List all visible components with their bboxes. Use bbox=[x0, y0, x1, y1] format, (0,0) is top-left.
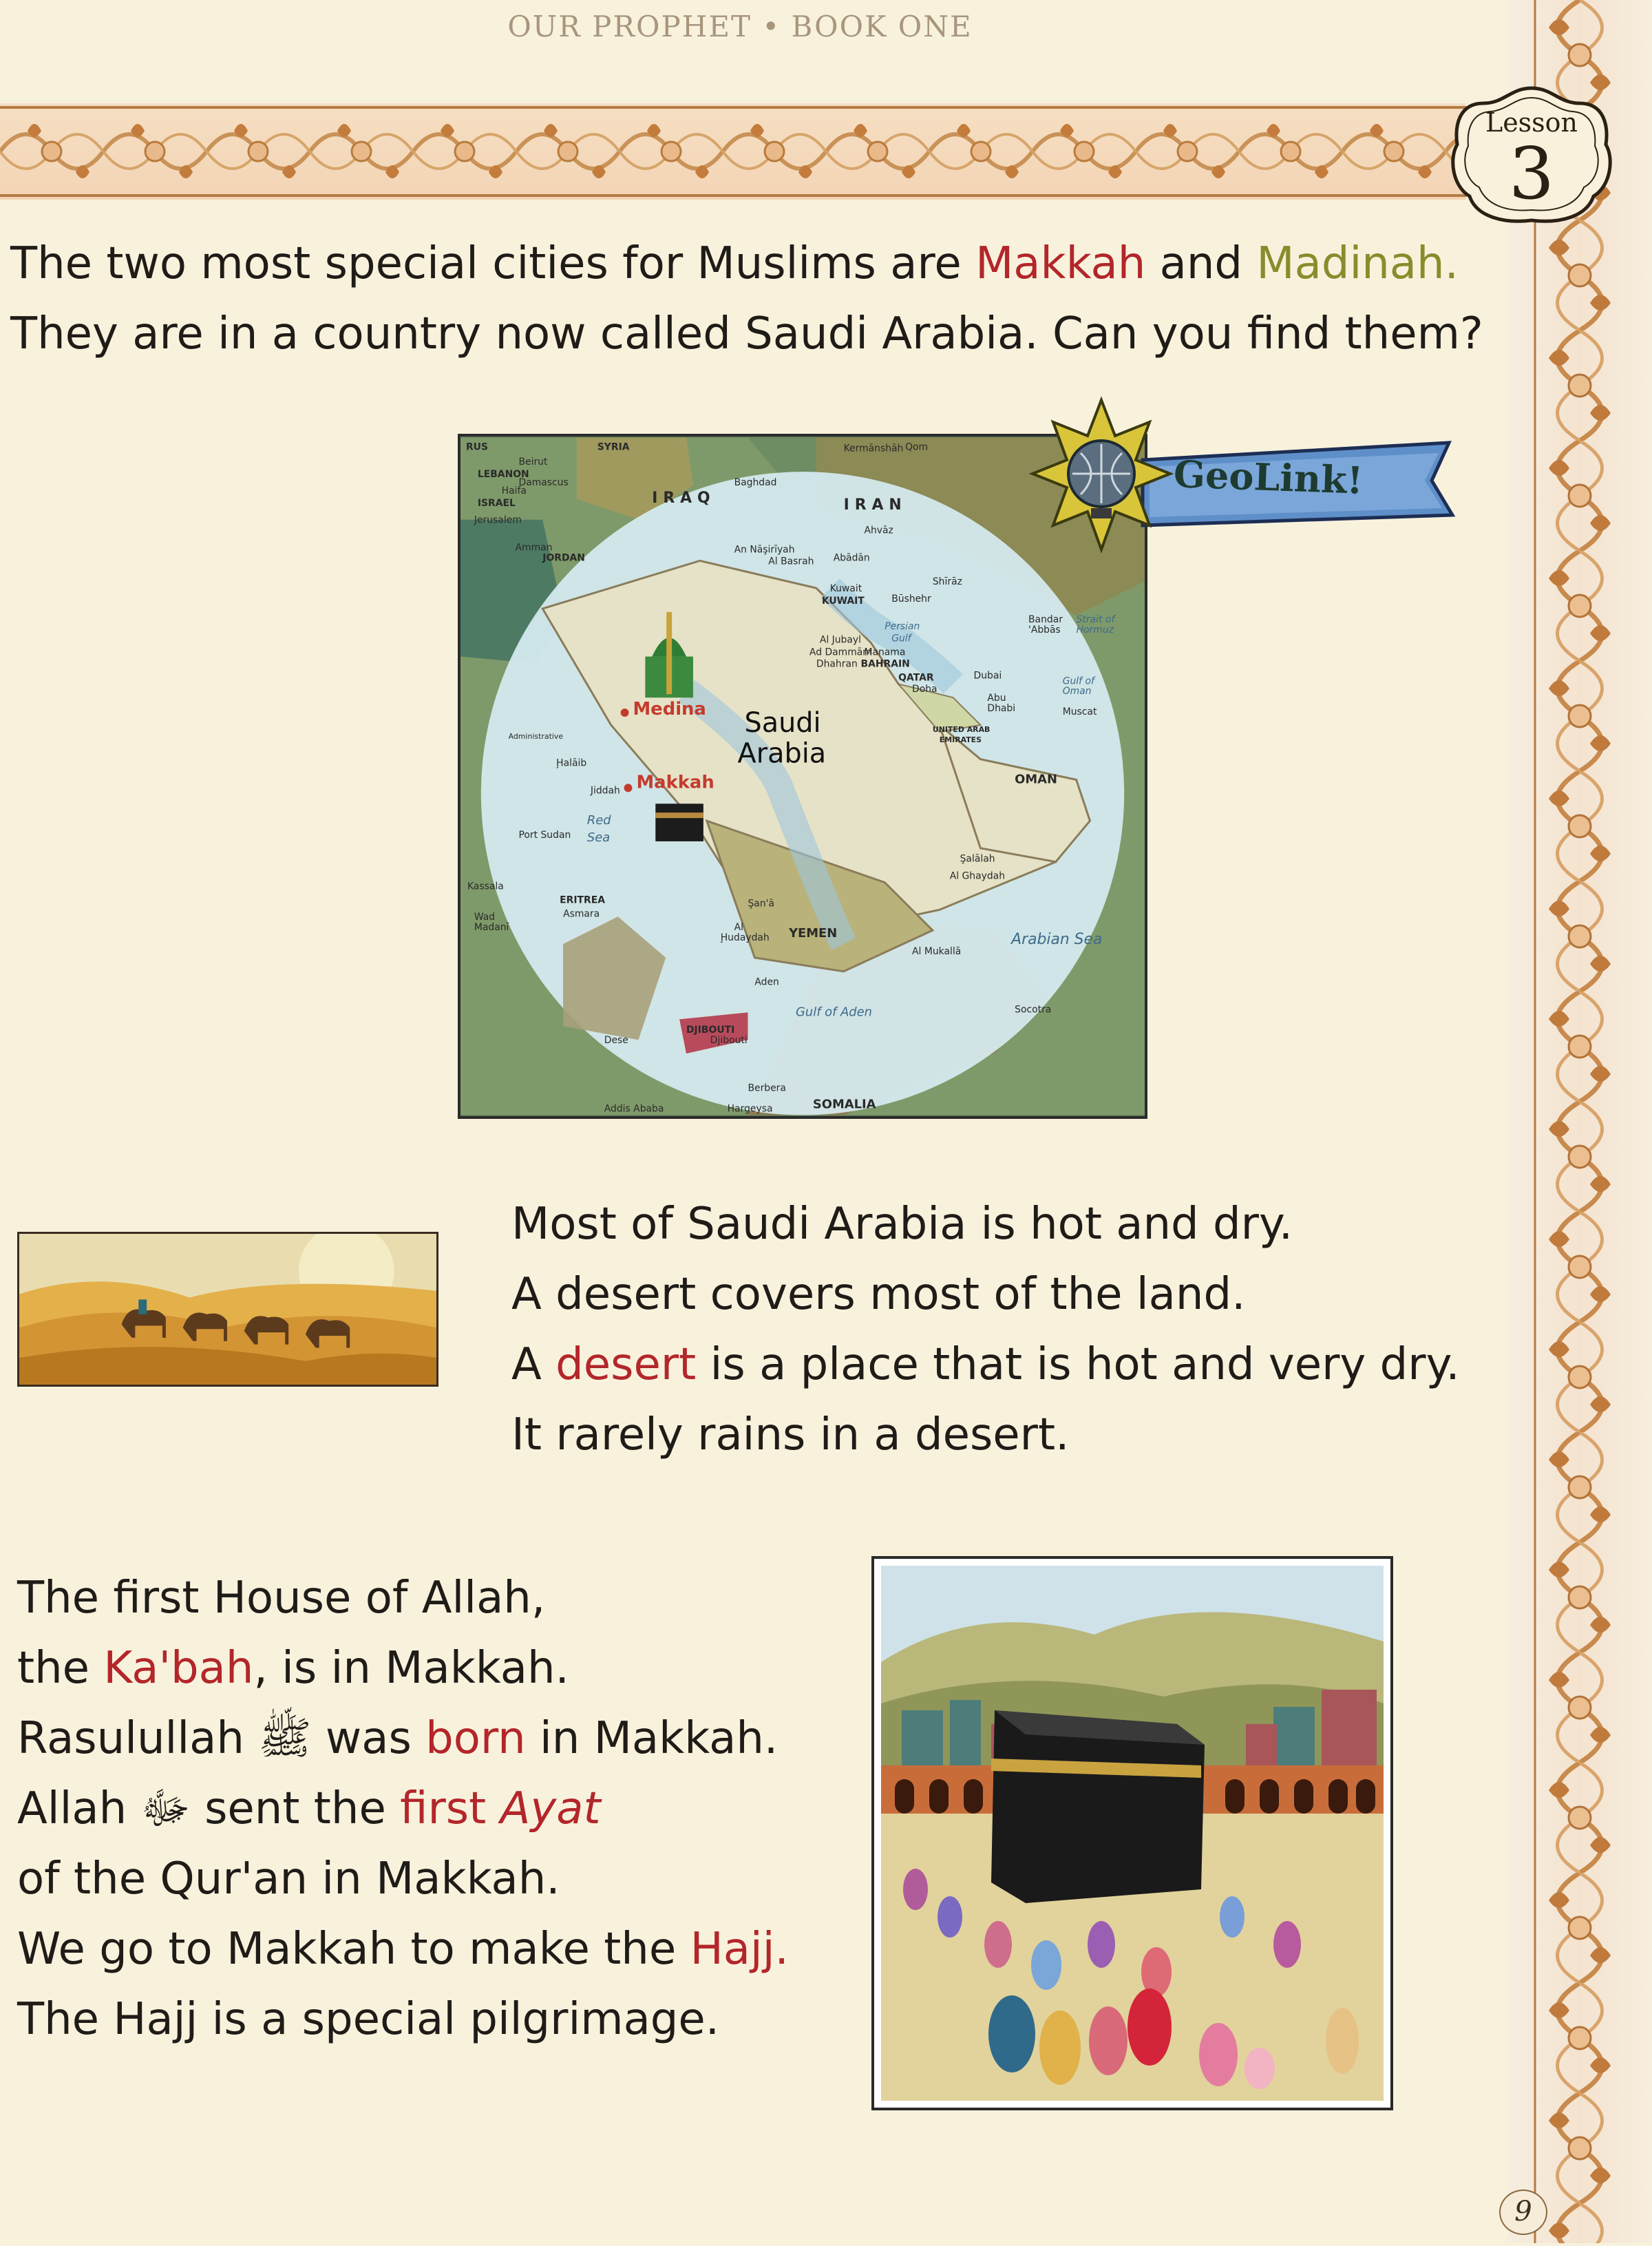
svg-text:Shīrāz: Shīrāz bbox=[932, 576, 962, 588]
svg-text:RUS: RUS bbox=[465, 441, 488, 453]
svg-text:Persian: Persian bbox=[885, 620, 920, 632]
hajj-paragraph bbox=[17, 1914, 789, 2055]
desert-paragraph bbox=[511, 1189, 1460, 1470]
makkah-text: of the Qur'an in Makkah. bbox=[17, 1854, 560, 1904]
running-title: OUR PROPHET • BOOK ONE bbox=[507, 10, 973, 43]
svg-text:Jiddah: Jiddah bbox=[590, 785, 620, 797]
svg-text:Abu: Abu bbox=[987, 693, 1006, 704]
svg-text:Wad: Wad bbox=[474, 912, 496, 923]
svg-text:EMIRATES: EMIRATES bbox=[939, 735, 982, 744]
svg-text:Ad Dammām: Ad Dammām bbox=[809, 647, 872, 658]
svg-text:OMAN: OMAN bbox=[1015, 772, 1057, 787]
svg-text:QATAR: QATAR bbox=[898, 672, 934, 684]
svg-text:Oman: Oman bbox=[1062, 686, 1092, 697]
svg-text:UNITED ARAB: UNITED ARAB bbox=[932, 724, 991, 734]
svg-text:Al Ghaydah: Al Ghaydah bbox=[949, 870, 1006, 882]
makkah-text: , is in Makkah. bbox=[253, 1643, 569, 1694]
svg-text:LEBANON: LEBANON bbox=[477, 469, 529, 481]
svg-text:Madanī: Madanī bbox=[474, 922, 509, 934]
desert-text: It rarely rains in a desert. bbox=[511, 1409, 1070, 1460]
lesson-badge bbox=[1449, 83, 1614, 227]
intro-text: They are in a country now called Saudi Arabia. Can you find them? bbox=[10, 308, 1483, 359]
decorative-right-border bbox=[1507, 0, 1652, 2243]
svg-text:Addis Ababa: Addis Ababa bbox=[604, 1103, 664, 1115]
svg-text:KUWAIT: KUWAIT bbox=[821, 596, 865, 607]
svg-text:Kassala: Kassala bbox=[467, 881, 504, 892]
svg-text:IRAN: IRAN bbox=[843, 496, 907, 514]
svg-text:Strait of: Strait of bbox=[1076, 613, 1115, 625]
svg-text:SOMALIA: SOMALIA bbox=[812, 1097, 876, 1112]
makkah-text: sent the bbox=[190, 1783, 401, 1834]
svg-text:Al Jubayl: Al Jubayl bbox=[819, 634, 862, 646]
svg-text:JORDAN: JORDAN bbox=[542, 552, 585, 564]
svg-text:Ḩudaydah: Ḩudaydah bbox=[720, 932, 770, 944]
svg-text:Gulf of Aden: Gulf of Aden bbox=[796, 1005, 872, 1020]
svg-text:ISRAEL: ISRAEL bbox=[477, 497, 516, 509]
salawat-seal: ﷺ bbox=[258, 1713, 312, 1764]
svg-text:Gulf of: Gulf of bbox=[1062, 675, 1094, 687]
svg-text:Al: Al bbox=[734, 922, 743, 934]
svg-text:Amman: Amman bbox=[515, 542, 553, 554]
svg-text:Dese: Dese bbox=[604, 1035, 628, 1047]
makkah-text: the bbox=[17, 1643, 104, 1694]
makkah-paragraph bbox=[17, 1563, 778, 1914]
svg-text:Beirut: Beirut bbox=[518, 456, 548, 468]
svg-text:Ḩalāib: Ḩalāib bbox=[556, 757, 587, 769]
intro-paragraph bbox=[10, 229, 1483, 369]
svg-text:Administrative: Administrative bbox=[508, 731, 564, 741]
svg-text:Kermānshāh: Kermānshāh bbox=[843, 443, 904, 454]
svg-text:Berbera: Berbera bbox=[748, 1082, 786, 1094]
svg-text:Red: Red bbox=[586, 813, 611, 828]
glorification-seal: ﷻ bbox=[140, 1783, 191, 1834]
map-country-saudi: Saudi bbox=[744, 706, 821, 739]
svg-text:Al Mukallā: Al Mukallā bbox=[912, 945, 962, 957]
hajj-text: We go to Makkah to make the bbox=[17, 1924, 690, 1975]
svg-text:Ahvāz: Ahvāz bbox=[864, 525, 893, 536]
map-city-medina: Medina bbox=[633, 699, 706, 720]
makkah-text: Rasulullah bbox=[17, 1713, 259, 1764]
map-city-makkah: Makkah bbox=[636, 772, 714, 793]
ayat-highlight: Ayat bbox=[500, 1783, 601, 1834]
svg-text:An Nāşirīyah: An Nāşirīyah bbox=[734, 544, 795, 556]
svg-text:Asmara: Asmara bbox=[563, 908, 600, 920]
svg-text:Şalālah: Şalālah bbox=[960, 853, 995, 865]
makkah-text: in Makkah. bbox=[525, 1713, 779, 1764]
first-highlight: first bbox=[400, 1783, 487, 1834]
desert-highlight: desert bbox=[555, 1339, 697, 1390]
desert-text: A desert covers most of the land. bbox=[511, 1269, 1246, 1320]
intro-text: and bbox=[1145, 238, 1257, 289]
svg-text:Al Basrah: Al Basrah bbox=[768, 556, 814, 567]
svg-text:Aden: Aden bbox=[754, 976, 779, 988]
hajj-text: The Hajj is a special pilgrimage. bbox=[17, 1994, 720, 2045]
svg-text:DJIBOUTI: DJIBOUTI bbox=[686, 1025, 735, 1036]
svg-text:YEMEN: YEMEN bbox=[789, 926, 838, 941]
svg-text:Arabian Sea: Arabian Sea bbox=[1011, 931, 1103, 949]
svg-text:Būshehr: Būshehr bbox=[891, 594, 931, 605]
svg-text:Socotra: Socotra bbox=[1015, 1004, 1052, 1016]
svg-text:Jerusalem: Jerusalem bbox=[474, 514, 522, 526]
svg-text:Hormuz: Hormuz bbox=[1076, 624, 1114, 636]
desert-text: is a place that is hot and very dry. bbox=[696, 1339, 1460, 1390]
makkah-highlight: Makkah bbox=[975, 238, 1146, 289]
makkah-text: was bbox=[311, 1713, 426, 1764]
svg-text:Dubai: Dubai bbox=[973, 670, 1002, 682]
svg-text:Manama: Manama bbox=[864, 647, 906, 658]
desert-text: A bbox=[511, 1339, 556, 1390]
lesson-number: 3 bbox=[1508, 132, 1555, 216]
hajj-highlight: Hajj. bbox=[690, 1924, 789, 1975]
kabah-highlight: Ka'bah bbox=[103, 1643, 254, 1694]
svg-text:Gulf: Gulf bbox=[891, 633, 911, 644]
madinah-highlight: Madinah. bbox=[1256, 238, 1459, 289]
svg-text:Dhahran: Dhahran bbox=[816, 658, 858, 670]
svg-text:Kuwait: Kuwait bbox=[829, 583, 862, 595]
svg-text:Qom: Qom bbox=[905, 441, 929, 453]
page-number: 9 bbox=[1499, 2190, 1547, 2235]
svg-text:SYRIA: SYRIA bbox=[597, 441, 630, 453]
svg-text:IRAQ: IRAQ bbox=[652, 489, 716, 507]
kabah-illustration bbox=[871, 1556, 1393, 2110]
decorative-top-border bbox=[0, 103, 1466, 200]
svg-text:Damascus: Damascus bbox=[518, 477, 569, 489]
svg-text:Port Sudan: Port Sudan bbox=[518, 829, 571, 841]
geolink-badge bbox=[1026, 395, 1459, 567]
intro-text: The two most special cities for Muslims are bbox=[10, 238, 976, 289]
svg-text:Şan'ā: Şan'ā bbox=[748, 898, 774, 910]
svg-text:Sea: Sea bbox=[586, 830, 611, 845]
desert-text: Most of Saudi Arabia is hot and dry. bbox=[511, 1199, 1293, 1250]
svg-text:Dhabi: Dhabi bbox=[987, 703, 1016, 715]
svg-text:Doha: Doha bbox=[912, 684, 938, 695]
geolink-label: GeoLink! bbox=[1172, 452, 1364, 503]
svg-text:Hargeysa: Hargeysa bbox=[727, 1103, 773, 1115]
svg-text:BAHRAIN: BAHRAIN bbox=[860, 658, 910, 670]
makkah-text: The first House of Allah, bbox=[17, 1573, 546, 1624]
born-highlight: born bbox=[425, 1713, 526, 1764]
svg-text:Muscat: Muscat bbox=[1062, 706, 1097, 718]
makkah-text: Allah bbox=[17, 1783, 141, 1834]
svg-text:Djibouti: Djibouti bbox=[710, 1035, 748, 1047]
lesson-label: Lesson bbox=[1485, 107, 1578, 138]
svg-text:Arabia: Arabia bbox=[737, 737, 827, 770]
desert-caravan-illustration bbox=[17, 1232, 438, 1387]
svg-text:ERITREA: ERITREA bbox=[560, 894, 605, 906]
svg-text:Abādān: Abādān bbox=[833, 552, 870, 564]
svg-text:Haifa: Haifa bbox=[501, 485, 527, 496]
svg-text:Baghdad: Baghdad bbox=[734, 477, 777, 489]
svg-text:Bandar: Bandar bbox=[1028, 613, 1063, 625]
svg-text:'Abbās: 'Abbās bbox=[1028, 624, 1061, 636]
